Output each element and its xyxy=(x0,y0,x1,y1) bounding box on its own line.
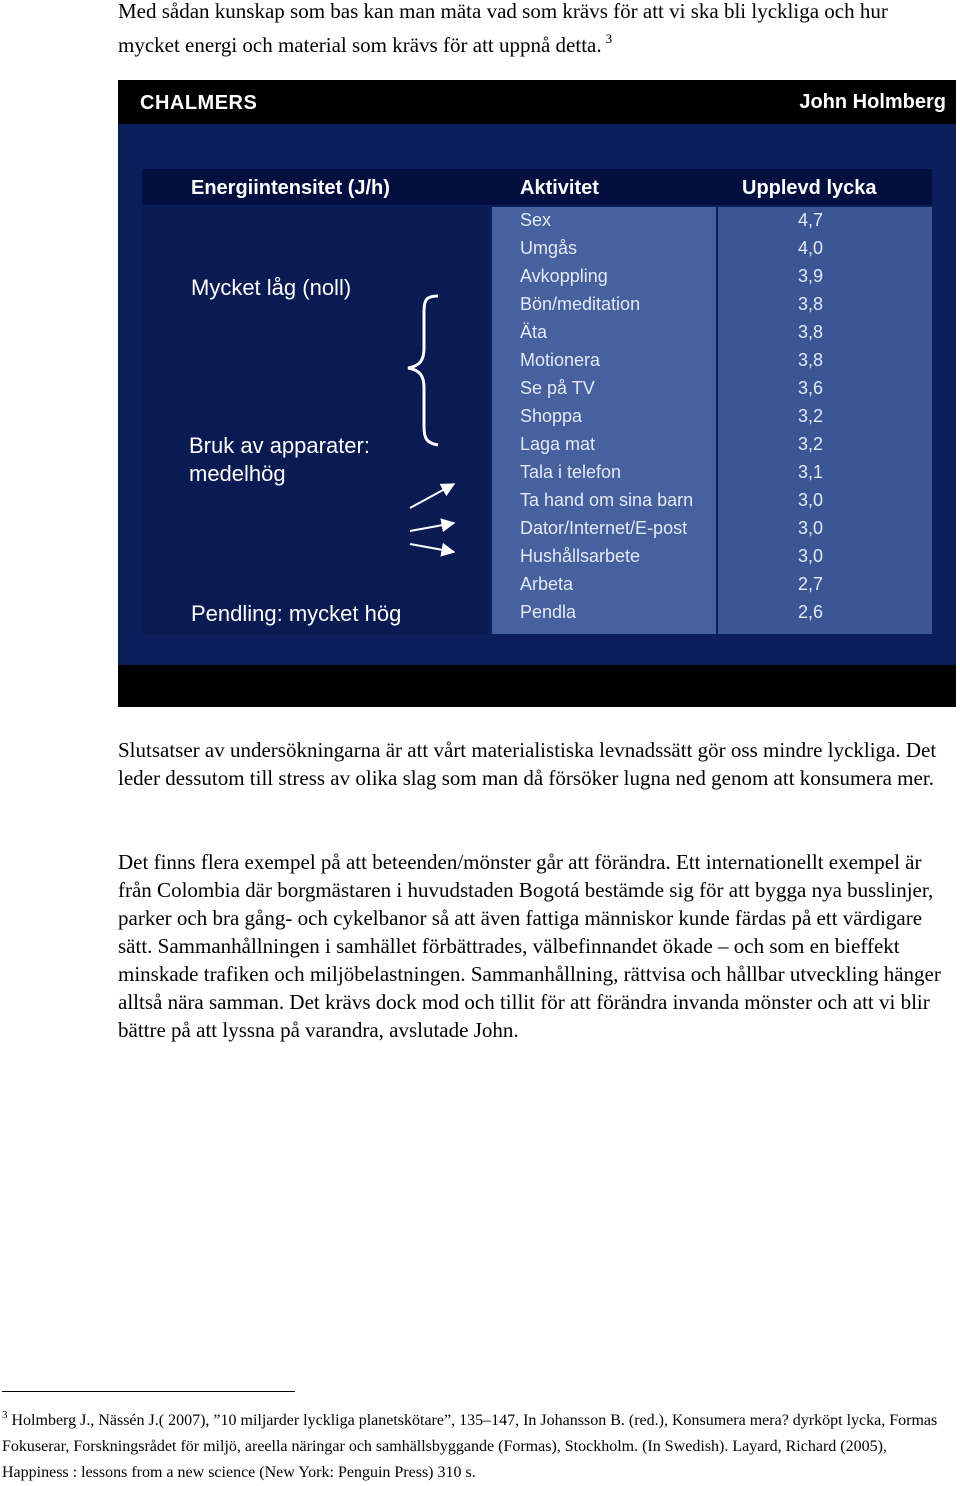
intro-text: Med sådan kunskap som bas kan man mäta vad som krävs för att vi ska bli lyckliga och hur mycket energi och material som krävs för att uppnå detta. xyxy=(118,0,888,57)
conclusion-paragraph: Slutsatser av undersökningarna är att vårt materialistiska levnadssätt gör oss mindre lyckliga. Det leder dessutom till stress av olika slag som man då försöker lugna ned genom att konsumera mer. xyxy=(118,738,937,790)
table-row xyxy=(118,570,956,598)
happiness-cell: 2,7 xyxy=(798,574,824,594)
table-row xyxy=(118,542,956,570)
happiness-slide xyxy=(118,80,956,707)
happiness-cell: 3,2 xyxy=(798,434,824,454)
happiness-cell: 3,8 xyxy=(798,294,824,314)
footnote-reference[interactable]: 3 xyxy=(605,31,613,46)
happiness-cell: 3,0 xyxy=(798,490,824,510)
table-row xyxy=(118,430,956,458)
category-appliances-line1: Bruk av apparater: xyxy=(189,433,370,458)
table-row xyxy=(118,486,956,514)
happiness-cell: 3,1 xyxy=(798,462,824,482)
footnote xyxy=(2,1402,942,1486)
category-appliances-line2: medelhög xyxy=(189,461,286,486)
footnote-number: 3 xyxy=(2,1409,8,1421)
activity-cell: Se på TV xyxy=(520,378,595,398)
table-row xyxy=(118,458,956,486)
table-row xyxy=(118,374,956,402)
happiness-cell: 3,0 xyxy=(798,546,824,566)
happiness-cell: 3,8 xyxy=(798,322,824,342)
footnote-divider xyxy=(2,1391,295,1392)
activity-cell: Tala i telefon xyxy=(520,462,622,482)
category-very-low: Mycket låg (noll) xyxy=(191,275,352,300)
happiness-cell: 4,0 xyxy=(798,238,824,258)
activity-cell: Hushållsarbete xyxy=(520,546,641,566)
happiness-cell: 3,9 xyxy=(798,266,824,286)
table-row xyxy=(118,514,956,542)
activity-cell: Motionera xyxy=(520,350,601,370)
activity-cell: Sex xyxy=(520,210,552,230)
activity-cell: Äta xyxy=(520,322,548,342)
activity-cell: Laga mat xyxy=(520,434,596,454)
table-row xyxy=(118,234,956,262)
activity-cell: Bön/meditation xyxy=(520,294,641,314)
table-row xyxy=(118,346,956,374)
activity-cell: Shoppa xyxy=(520,406,583,426)
table-row xyxy=(118,318,956,346)
category-commuting: Pendling: mycket hög xyxy=(191,601,402,626)
activity-cell: Umgås xyxy=(520,238,578,258)
brand-logo: CHALMERS xyxy=(140,92,258,114)
example-paragraph: Det finns flera exempel på att beteenden/mönster går att förändra. Ett internationellt exempel är från Colombia där borgmästaren i huvudstaden Bogotá bestämde sig för att bygga nya busslinjer, parker och bra gång- och cykelbanor så att även fattiga människor kunde färdas på ett värdigare sätt. Sammanhållningen i samhället förbättrades, välbefinnandet ökade – och som en bieffekt minskade trafiken och miljöbelastningen. Sammanhållning, rättvisa och hållbar utveckling hänger alltså nära samman. Det krävs dock mod och tillit för att förändra invanda mönster och att vi blir bättre på att lyssna på varandra, avslutade John. xyxy=(118,850,941,1042)
header-activity: Aktivitet xyxy=(520,177,599,199)
header-energy: Energiintensitet (J/h) xyxy=(191,177,390,199)
activity-cell: Arbeta xyxy=(520,574,574,594)
activity-cell: Dator/Internet/E-post xyxy=(520,518,688,538)
slide-footer-bar xyxy=(118,665,956,707)
activity-cell: Avkoppling xyxy=(520,266,608,286)
happiness-cell: 3,8 xyxy=(798,350,824,370)
activity-cell: Pendla xyxy=(520,602,577,622)
footnote-text: Holmberg J., Nässén J.( 2007), ”10 miljarder lyckliga planetskötare”, 135–147, In Johansson B. (red.), Konsumera mera? dyrköpt lycka, Formas Fokuserar, Forskningsrådet för miljö, areella näringar och samhällsbyggande (Formas), Stockholm. (In Swedish). Layard, Richard (2005), Happiness : lessons from a new science (New York: Penguin Press) 310 s. xyxy=(2,1412,938,1481)
happiness-cell: 3,0 xyxy=(798,518,824,538)
activity-cell: Ta hand om sina barn xyxy=(520,490,694,510)
table-row xyxy=(118,262,956,290)
table-row xyxy=(118,598,956,626)
table-row xyxy=(118,402,956,430)
happiness-cell: 2,6 xyxy=(798,602,824,622)
header-happiness: Upplevd lycka xyxy=(742,177,877,199)
slide-author: John Holmberg xyxy=(799,91,946,113)
table-row xyxy=(118,206,956,234)
happiness-cell: 3,6 xyxy=(798,378,824,398)
happiness-cell: 3,2 xyxy=(798,406,824,426)
happiness-cell: 4,7 xyxy=(798,210,824,230)
intro-paragraph xyxy=(118,0,948,59)
table-row xyxy=(118,290,956,318)
